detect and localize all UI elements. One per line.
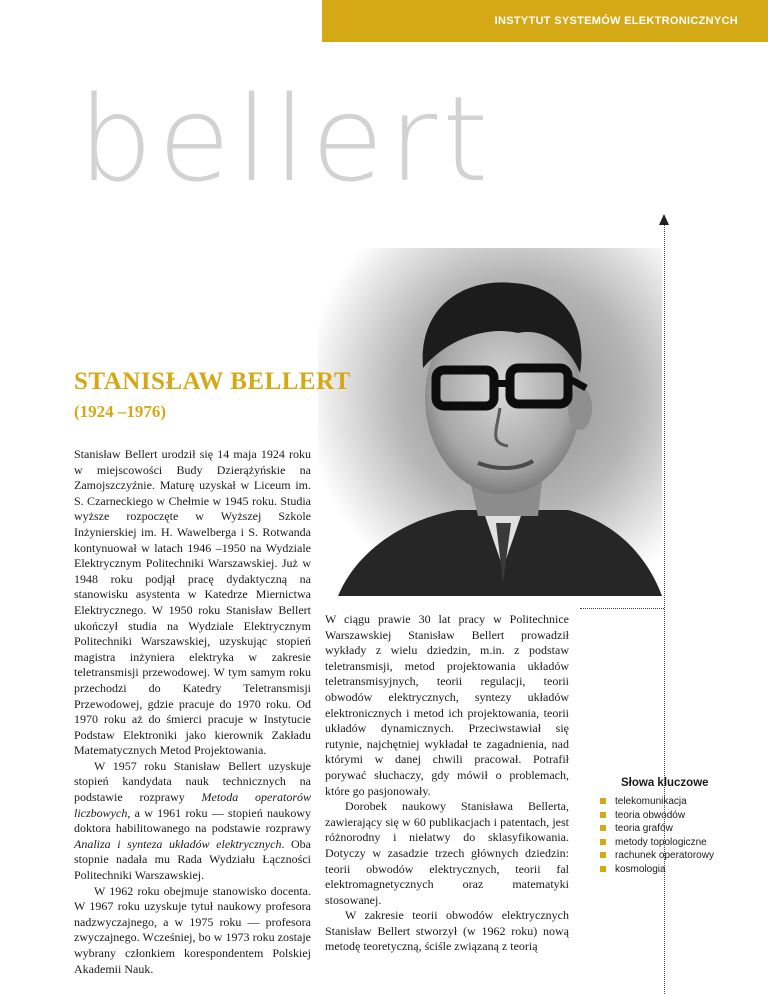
square-bullet-icon [600,812,606,818]
portrait-photo [318,248,662,596]
keyword-item: teoria obwodów [600,809,714,823]
paragraph: W 1957 roku Stanisław Bellert uzyskuje stopień kandydata nauk technicznych na podstawie rozprawy Metoda operatorów liczbowych, a w 1961 roku — stopień naukowy doktora habilitowanego na podstawie rozprawy Analiza i synteza układów elektrycznych. Oba stopnie nadała mu Rada Wydziału Łączności Politechniki Warszawskiej. [74,758,311,883]
keyword-item: rachunek operatorowy [600,849,714,863]
person-name: STANISŁAW BELLERT [74,368,351,395]
surname-heading: bellert [78,70,494,208]
keyword-item: teoria grafów [600,822,714,836]
biography-column-middle [325,612,569,955]
square-bullet-icon [600,839,606,845]
person-dates: (1924 –1976) [74,402,167,421]
square-bullet-icon [600,866,606,872]
keyword-item: telekomunikacja [600,795,714,809]
keywords-title: Słowa kluczowe [621,777,709,789]
paragraph: W 1962 roku obejmuje stanowisko docenta. W 1967 roku uzyskuje tytuł naukowy profesora nadzwyczajnego, a w 1975 roku — profesora zwyczajnego. Wcześniej, bo w 1973 roku zostaje wybrany członkiem korespondentem Polskiej Akademii Nauk. [74,883,311,976]
institute-name: INSTYTUT SYSTEMÓW ELEKTRONICZNYCH [494,15,738,27]
paragraph: Dorobek naukowy Stanisława Bellerta, zawierający się w 60 publikacjach i patentach, jest różnorodny i niełatwy do sklasyfikowania. Dotyczy w zasadzie trzech głównych dziedzin: teorii obwodów elektrycznych, teorii fal elektromagnetycznych oraz matematyki stosowanej. [325,799,569,907]
square-bullet-icon [600,798,606,804]
paragraph: Stanisław Bellert urodził się 14 maja 1924 roku w miejscowości Budy Dzierążyńskie na Zamojszczyźnie. Maturę uzyskał w Liceum im. S. Czarneckiego w Chełmie w 1945 roku. Studia wyższe rozpoczęte w Wyższej Szkole Inżynierskiej im. H. Wawelberga i S. Rotwanda kontynuował w latach 1946 –1950 na Wydziale Elektrycznym Politechniki Warszawskiej. Już w 1948 roku podjął pracę dydaktyczną na stanowisku asystenta w Katedrze Miernictwa Elektrycznego. W 1950 roku Stanisław Bellert ukończył studia na Wydziale Elektrycznym Politechniki Warszawskiej, uzyskując stopień magistra inżyniera elektryka w zakresie teletransmisji przewodowej. W tym samym roku przechodzi do Katedry Teletransmisji Przewodowej, gdzie pracuje do 1970 roku. Od 1970 roku aż do śmierci pracuje w Instytucie Podstaw Elektroniki jako kierownik Zakładu Matematycznych Metod Projektowania. [74,447,311,758]
arrow-up-icon [659,214,669,225]
keywords-list [600,795,714,877]
keyword-item: kosmologia [600,863,714,877]
square-bullet-icon [600,852,606,858]
dotted-guide-line [664,225,665,994]
paragraph: W ciągu prawie 30 lat pracy w Politechnice Warszawskiej Stanisław Bellert prowadził wykłady z wielu dziedzin, m.in. z podstaw teletransmisji, metod projektowania układów teletransmisyjnych, teorii regulacji, teorii obwodów elektrycznych, syntezy układów elektronicznych i metod ich projektowania, teorii układów dynamicznych. Przeciwstawiał się rutynie, najchętniej wykładał te zagadnienia, nad którymi w danej chwili pracował. Potrafił porywać słuchaczy, gdy mówił o problemach, które go pasjonowały. [325,612,569,798]
square-bullet-icon [600,825,606,831]
biography-column-left [74,447,311,977]
header-band [322,0,768,42]
dotted-guide-connector [580,608,664,609]
paragraph: W zakresie teorii obwodów elektrycznych Stanisław Bellert stworzył (w 1962 roku) nową metodę teoretyczną, ściśle związaną z teorią [325,908,569,954]
keyword-item: metody topologiczne [600,836,714,850]
